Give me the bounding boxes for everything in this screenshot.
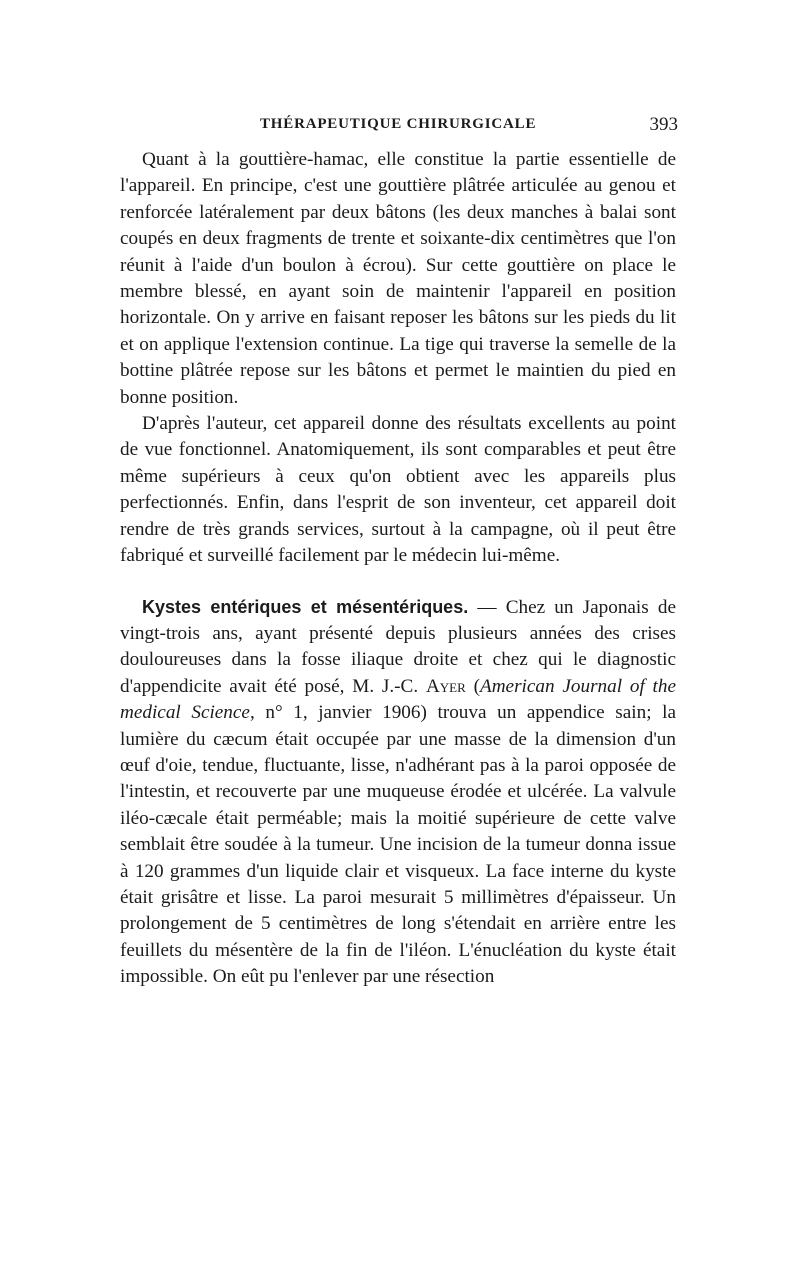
journal-title: American Journal of the medical Science bbox=[120, 675, 676, 724]
author-name: Ayer bbox=[425, 675, 466, 697]
journal-open: ( bbox=[465, 675, 480, 697]
running-header bbox=[120, 112, 680, 142]
body-text bbox=[120, 147, 676, 991]
section-intro: — Chez un Japonais de vingt-trois ans, ayant présenté depuis plusieurs années des crises douloureuses dans la fosse iliaque droite et chez qui le diagnostic d'appendicite avait été posé, M. J.-C. bbox=[120, 596, 676, 697]
section-spacer bbox=[120, 570, 676, 594]
running-title: THÉRAPEUTIQUE CHIRURGICALE bbox=[260, 116, 537, 132]
paragraph-kystes bbox=[120, 594, 676, 991]
paragraph-resultats: D'après l'auteur, cet appareil donne des résultats excellents au point de vue fonctionnel. Anatomiquement, ils sont comparables et peut être même supérieurs à ceux qu'on obtient avec les appareils plus perfectionnés. Enfin, dans l'esprit de son inventeur, cet appareil doit rendre de très grands services, surtout à la campagne, où il peut être fabriqué et surveillé facilement par le médecin lui-même. bbox=[120, 413, 676, 567]
section-body: trouva un appendice sain; la lumière du cæcum était occupée par une masse de la dimension d'un œuf d'oie, tendue, fluctuante, lisse, n'adhérant pas à la paroi opposée de l'intestin, et recouverte par une muqueuse érodée et ulcérée. La valvule iléo-cæcale était perméable; mais la moitié supérieure de cette valve semblait être soudée à la tumeur. Une incision de la tumeur donna issue à 120 grammes d'un liquide clair et visqueux. La face interne du kyste était grisâtre et lisse. La paroi mesurait 5 millimètres d'épaisseur. Un prolongement de 5 centimètres de long s'étendait en arrière entre les feuillets du mésentère de la fin de l'iléon. L'énucléation du kyste était impossible. On eût pu l'enlever par une résection bbox=[120, 702, 676, 988]
section-title: Kystes entériques et mésentériques. bbox=[142, 596, 469, 617]
journal-citation: , n° 1, janvier 1906) bbox=[249, 702, 427, 724]
page-number: 393 bbox=[649, 114, 678, 135]
paragraph-gouttiere-hamac: Quant à la gouttière-hamac, elle constitue la partie essentielle de l'appareil. En principe, c'est une gouttière plâtrée articulée au genou et renforcée latéralement par deux bâtons (les deux manches à balai sont coupés en deux fragments de trente et soixante-dix centimètres que l'on réunit à l'aide d'un boulon à écrou). Sur cette gouttière on place le membre blessé, en ayant soin de maintenir l'appareil en position horizontale. On y arrive en faisant reposer les bâtons sur les pieds du lit et on applique l'extension continue. La tige qui traverse la semelle de la bottine plâtrée repose sur les bâtons et permet le maintien du pied en bonne position. bbox=[120, 149, 676, 408]
